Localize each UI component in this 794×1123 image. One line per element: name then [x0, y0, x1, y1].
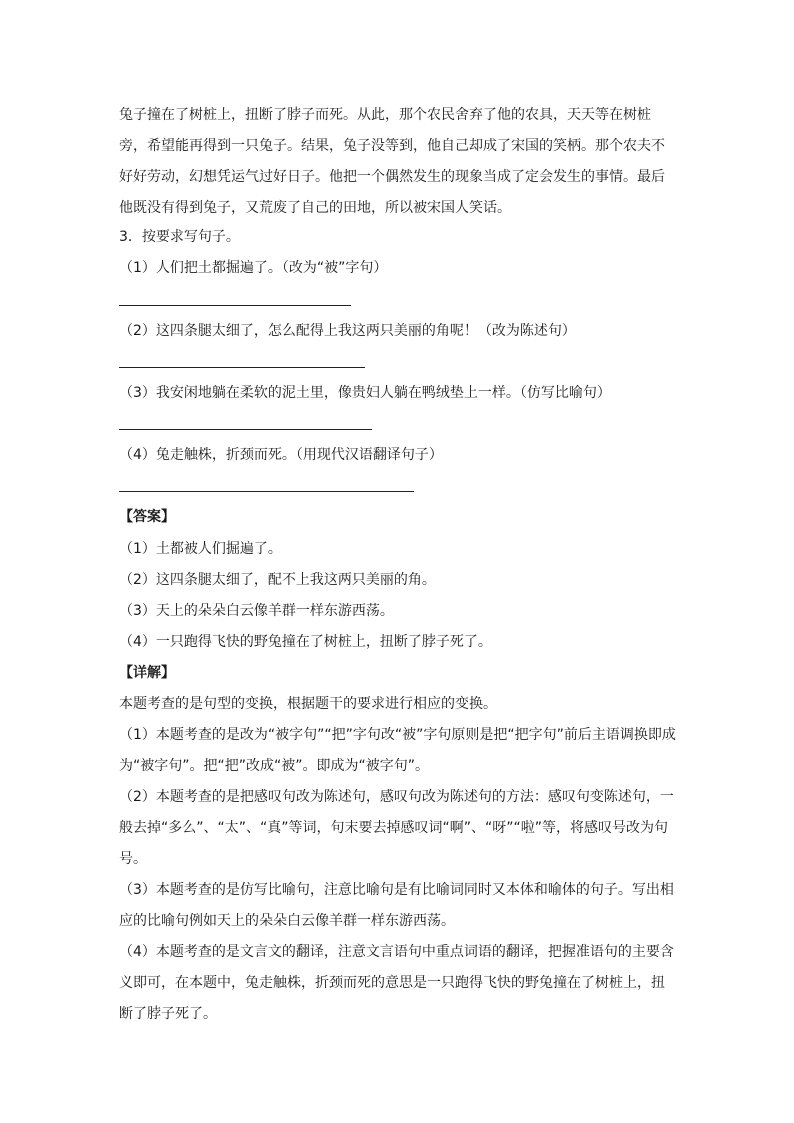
paragraph-line: 好好劳动，幻想凭运气过好日子。他把一个偶然发生的现象当成了定会发生的事情。最后 — [119, 169, 665, 185]
question-item-2: （2）这四条腿太细了，怎么配得上我这两只美丽的角呢！（改为陈述句） — [119, 323, 576, 339]
detail-line: （1）本题考查的是改为“被字句”“把”字句改“被”字句原则是把“把字句”前后主语调换即成 — [119, 727, 676, 743]
question-item-1: （1）人们把土都掘遍了。（改为“被”字句） — [119, 260, 388, 276]
paragraph-line: 旁，希望能再得到一只兔子。结果，兔子没等到，他自己却成了宋国的笑柄。那个农夫不 — [119, 138, 665, 154]
answer-blank-2[interactable] — [119, 367, 365, 368]
story-paragraph — [119, 100, 679, 224]
question-title: 3．按要求写句子。 — [119, 229, 240, 245]
answer-item-1: （1）土都被人们掘遍了。 — [119, 541, 282, 557]
paragraph-line: 他既没有得到兔子，又荒废了自己的田地，所以被宋国人笑话。 — [119, 200, 511, 216]
detail-line: 本题考查的是句型的变换，根据题干的要求进行相应的变换。 — [119, 696, 497, 712]
answer-blank-1[interactable] — [119, 305, 351, 306]
question-item-3: （3）我安闲地躺在柔软的泥土里，像贵妇人躺在鸭绒垫上一样。（仿写比喻句） — [119, 385, 611, 401]
detail-line: 号。 — [119, 851, 147, 867]
detail-line: 应的比喻句例如天上的朵朵白云像羊群一样东游西荡。 — [119, 913, 455, 929]
answer-heading: 【答案】 — [119, 509, 175, 525]
detail-heading: 【详解】 — [119, 665, 175, 681]
detail-line: 为“被字句”。把“把”改成“被”。即成为“被字句”。 — [119, 758, 430, 774]
answer-blank-4[interactable] — [119, 491, 414, 492]
answer-blank-3[interactable] — [119, 429, 372, 430]
detail-line: 般去掉“多么”、“太”、“真”等词，句末要去掉感叹词“啊”、“呀”“啦”等，将感叹号改为句 — [119, 820, 669, 836]
detail-line: 断了脖子死了。 — [119, 1006, 217, 1022]
detail-line: （4）本题考查的是文言文的翻译，注意文言语句中重点词语的翻译，把握准语句的主要含 — [119, 944, 674, 960]
answer-item-2: （2）这四条腿太细了，配不上我这两只美丽的角。 — [119, 572, 436, 588]
answer-item-3: （3）天上的朵朵白云像羊群一样东游西荡。 — [119, 603, 394, 619]
detail-line: （2）本题考查的是把感叹句改为陈述句，感叹句改为陈述句的方法：感叹句变陈述句，一 — [119, 789, 674, 805]
answer-item-4: （4）一只跑得飞快的野兔撞在了树桩上，扭断了脖子死了。 — [119, 634, 492, 650]
question-item-4: （4）兔走触株，折颈而死。（用现代汉语翻译句子） — [119, 447, 443, 463]
detail-line: 义即可，在本题中，兔走触株，折颈而死的意思是一只跑得飞快的野兔撞在了树桩上，扭 — [119, 975, 665, 991]
paragraph-line: 兔子撞在了树桩上，扭断了脖子而死。从此，那个农民舍弃了他的农具，天天等在树桩 — [119, 107, 651, 123]
detail-line: （3）本题考查的是仿写比喻句，注意比喻句是有比喻词同时又本体和喻体的句子。写出相 — [119, 882, 674, 898]
